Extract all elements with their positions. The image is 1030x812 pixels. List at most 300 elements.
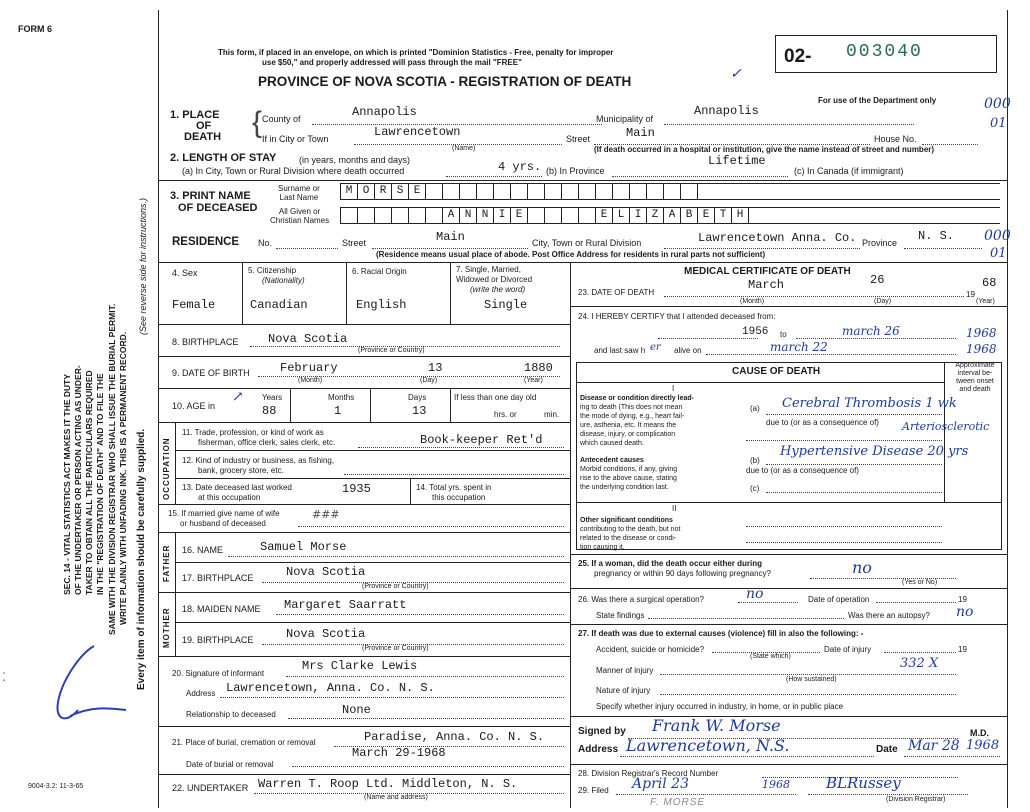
registration-number-box (775, 35, 997, 73)
residence-street-value: Main (436, 230, 465, 244)
disease-label-2: ing to death (This does not mean (580, 404, 683, 411)
disease-label-4: ure, asthenia, etc. It means the (580, 422, 677, 429)
due-to-b: due to (or as a consequence of) (746, 466, 859, 475)
date-injury-line (884, 652, 956, 653)
cause-b-line (766, 464, 942, 465)
spouse-label-1: 15. If married give name of wife (168, 509, 280, 518)
surname-letter-cell (596, 184, 613, 199)
total-label-1: 14. Total yrs. spent in (416, 483, 492, 492)
rule-20 (158, 656, 570, 657)
statute-line-4: IN THE "REGISTRATION OF DEATH" AND TO FILE THE (95, 373, 105, 595)
form-code: 9004-3.2: 11-3-65 (28, 783, 84, 790)
marital-label (456, 265, 532, 295)
occupation-side-label: OCCUPATION (162, 437, 171, 500)
attended-to-year: 1968 (966, 326, 997, 340)
other-label-2: contributing to the death, but not (580, 526, 681, 533)
informant-address-line (220, 697, 564, 698)
street-label: Street (566, 134, 591, 144)
surgery-line (738, 602, 798, 603)
other-line-1 (746, 526, 942, 527)
sex-value: Female (172, 298, 216, 312)
surname-letter-cell: S (392, 184, 409, 199)
deceased-label (170, 190, 257, 214)
father-birthplace-label: 17. BIRTHPLACE (182, 573, 254, 583)
divider-4-5 (242, 262, 243, 324)
age-months-value: 1 (334, 404, 342, 418)
relationship-value: None (342, 703, 371, 717)
attended-to-line (796, 338, 956, 339)
last-worked-label-2: at this occupation (198, 493, 261, 502)
surname-label (278, 184, 320, 202)
dept-code-b: 01 (990, 116, 1007, 131)
roman-one: I (672, 384, 675, 393)
given-name-letter-cell (392, 208, 409, 223)
surname-grid (340, 183, 1000, 200)
state-findings-line (648, 618, 844, 619)
given-name-letter-cell: L (613, 208, 630, 223)
informant-address-label: Address (186, 689, 216, 698)
house-label: House No. (874, 134, 917, 144)
injury-code-value: 332 X (900, 656, 939, 671)
death-year: 68 (982, 276, 997, 290)
place-label-3: DEATH (184, 131, 222, 143)
other-label-1: Other significant conditions (580, 517, 673, 524)
state-which-note: (State which) (750, 653, 791, 660)
death-year-note: (Year) (976, 298, 995, 305)
given-names-grid (340, 207, 1000, 224)
rule-17 (175, 562, 570, 563)
envelope-notice-2: use $50," and properly addressed will pass through the mail "FREE" (262, 58, 522, 67)
rule-9 (158, 356, 570, 357)
stay-c-label: (c) In Canada (if immigrant) (794, 166, 904, 176)
rule-main-top (158, 262, 1007, 263)
disease-label-3: the mode of dying, e.g., heart fail- (580, 413, 685, 420)
pregnancy-value: no (852, 558, 872, 577)
cause-b-note: Arteriosclerotic (902, 420, 990, 433)
signature-mark-icon (22, 640, 132, 740)
interval-heading-4: and death (959, 386, 991, 393)
dob-month: February (280, 361, 338, 375)
filed-year-value: 1968 (762, 778, 790, 791)
hospital-note: (If death occurred in a hospital or institution, give the name instead of street and number) (594, 145, 935, 154)
trade-label (182, 428, 335, 448)
birthplace-value: Nova Scotia (268, 332, 348, 346)
form-label: FORM 6 (18, 24, 53, 34)
doctor-address-label: Address (578, 744, 619, 755)
dob-label: 9. DATE OF BIRTH (172, 368, 250, 378)
trade-value: Book-keeper Ret'd (420, 433, 543, 447)
interval-heading-1: Approximate (955, 362, 995, 369)
given-name-letter-cell (341, 208, 358, 223)
given-name-letter-cell: B (681, 208, 698, 223)
deceased-label-1: 3. PRINT NAME (170, 190, 251, 202)
given-name-letter-cell: I (494, 208, 511, 223)
doctor-address-line (620, 756, 874, 757)
red-tick-mark: ⁚ (2, 670, 6, 684)
trade-line (358, 447, 564, 448)
last-worked-label (182, 483, 292, 503)
undertaker-label: 22. UNDERTAKER (172, 783, 249, 793)
sex-label: 4. Sex (172, 268, 198, 278)
given-name-letter-cell: E (698, 208, 715, 223)
residence-no-label: No. (258, 238, 273, 248)
md-label: M.D. (970, 728, 989, 738)
death-century: 19 (966, 290, 975, 299)
city-label: If in City or Town (262, 134, 329, 144)
surname-letter-cell (528, 184, 545, 199)
cause-a-value: Cerebral Thrombosis 1 wk (782, 396, 957, 411)
due-to-a-line (746, 440, 942, 441)
disease-label-6: which caused death. (580, 440, 644, 447)
dob-year: 1880 (524, 361, 553, 375)
attended-from-line (658, 338, 758, 339)
cause-c-label: (c) (750, 484, 760, 493)
stay-unit-note: (in years, months and days) (299, 155, 411, 165)
stay-a-value: 4 yrs. (498, 160, 542, 174)
undertaker-note: (Name and address) (364, 794, 428, 801)
accident-label: Accident, suicide or homicide? (596, 645, 705, 654)
surname-letter-cell (613, 184, 630, 199)
last-saw-her: er (650, 342, 661, 353)
place-label-2: OF (196, 120, 212, 132)
registrar-line (808, 794, 968, 795)
age-years-value: 88 (262, 404, 277, 418)
surname-letter-cell: R (375, 184, 392, 199)
age-years-label: Years (262, 393, 283, 402)
to-label: to (780, 330, 787, 339)
cause-a-label: (a) (750, 404, 760, 413)
manner-line (660, 674, 956, 675)
industry-line (344, 474, 564, 475)
rule-22 (158, 774, 570, 775)
reg-prefix: 02- (784, 46, 812, 67)
how-sustained-note: (How sustained) (786, 676, 837, 683)
age-div-3 (450, 388, 451, 422)
rule-15 (158, 504, 570, 505)
disease-label (580, 394, 694, 448)
reg-number: 003040 (846, 42, 923, 62)
residence-city-value: Lawrencetown Anna. Co. (698, 231, 857, 245)
surname-letter-cell: O (358, 184, 375, 199)
occupation-bar (175, 422, 176, 504)
disease-label-5: disease, injury, or complication (580, 431, 676, 438)
given-name-letter-cell: Z (647, 208, 664, 223)
spouse-label-2: or husband of deceased (180, 519, 266, 528)
maiden-name-line (276, 614, 564, 615)
surname-letter-cell (545, 184, 562, 199)
cause-b-value: Hypertensive Disease 20 yrs (780, 444, 969, 459)
stay-a-label: (a) In City, Town or Rural Division where death occurred (182, 166, 405, 176)
sign-year-value: 1968 (966, 738, 1000, 753)
statute-line-1: SEC. 14 - VITAL STATISTICS ACT MAKES IT THE DUTY (62, 373, 72, 595)
burial-place-value: Paradise, Anna. Co. N. S. (364, 730, 545, 744)
record-number-label: 28. Division Registrar's Record Number (578, 769, 719, 778)
county-label: County of (262, 114, 301, 124)
statute-line-5: SAME WITH THE DIVISION REGISTRAR WHO SHALL ISSUE THE BURIAL PERMIT. (107, 303, 117, 635)
disease-label-1: Disease or condition directly lead- (580, 395, 694, 402)
operation-century: 19 (958, 595, 967, 604)
given-name-letter-cell: A (443, 208, 460, 223)
relationship-line (288, 718, 564, 719)
death-date-line (664, 296, 964, 297)
place-label (170, 110, 221, 143)
state-findings-label: State findings (596, 611, 645, 620)
cause-heading: CAUSE OF DEATH (732, 366, 821, 377)
interval-heading-3: tween onset (956, 378, 994, 385)
informant-line (286, 676, 564, 677)
cause-heading-rule (576, 382, 944, 383)
envelope-notice-1: This form, if placed in an envelope, on which is printed "Dominion Statistics - Free, penalty for improper (218, 48, 614, 57)
rule-11 (158, 422, 570, 423)
divider-5-6 (346, 262, 347, 324)
maiden-name-value: Margaret Saarratt (284, 598, 407, 612)
relationship-label: Relationship to deceased (186, 710, 276, 719)
given-name-letter-cell: T (715, 208, 732, 223)
rule-19 (175, 622, 570, 623)
given-name-letter-cell (375, 208, 392, 223)
filed-line (616, 794, 796, 795)
citizenship-value: Canadian (250, 298, 308, 312)
racial-label: 6. Racial Origin (352, 267, 407, 276)
footer-name: F. MORSE (650, 797, 706, 808)
given-name-letter-cell (528, 208, 545, 223)
surname-letter-cell (460, 184, 477, 199)
residence-province-line (904, 248, 982, 249)
burial-place-label: 21. Place of burial, cremation or removal (172, 738, 316, 747)
surname-letter-cell (477, 184, 494, 199)
form-title: PROVINCE OF NOVA SCOTIA - REGISTRATION OF DEATH (258, 74, 632, 89)
cause-a-line (766, 414, 942, 415)
certify-label: 24. I HEREBY CERTIFY that I attended deceased from: (578, 312, 776, 321)
dob-day-note: (Day) (420, 377, 438, 384)
reverse-note: (See reverse side for instructions.) (138, 197, 148, 335)
stay-b-value: Lifetime (708, 154, 766, 168)
given-name-letter-cell: E (511, 208, 528, 223)
nature-label: Nature of injury (596, 686, 651, 695)
given-name-letter-cell: E (596, 208, 613, 223)
antecedent-label-1: Antecedent causes (580, 457, 644, 464)
other-conditions-rule (576, 502, 1002, 503)
main-right-border (1007, 10, 1008, 808)
death-month: March (748, 278, 785, 292)
signed-value: Frank W. Morse (652, 716, 781, 735)
filed-label: 29. Filed (578, 786, 609, 795)
residence-no-line (276, 248, 338, 249)
date-operation-line (876, 602, 956, 603)
residence-province-value: N. S. (918, 229, 955, 243)
given-label (270, 207, 329, 225)
rule-8 (158, 324, 570, 325)
alive-line (706, 354, 956, 355)
age-div-1 (290, 388, 291, 422)
sign-date-label: Date (876, 744, 898, 755)
surname-label-1: Surname or (278, 184, 320, 193)
surname-letter-cell (647, 184, 664, 199)
dob-month-note: (Month) (298, 377, 323, 384)
rule-26 (570, 588, 1007, 589)
mother-birthplace-note: (Province or Country) (362, 645, 429, 652)
name-note: (Name) (452, 145, 476, 152)
industry-label (182, 456, 334, 476)
divider-6-7 (450, 262, 451, 324)
antecedent-label-2: Morbid conditions, if any, giving (580, 466, 678, 473)
burial-date-line (292, 766, 564, 767)
stay-a-line (446, 176, 542, 177)
surname-letter-cell (664, 184, 681, 199)
municipality-line (664, 124, 914, 125)
date-operation-label: Date of operation (808, 595, 870, 604)
residence-city-line (664, 248, 860, 249)
column-divider (570, 262, 571, 808)
dept-code-d: 01 (990, 246, 1007, 261)
injury-century: 19 (958, 645, 967, 654)
age-label: 10. AGE in (172, 401, 216, 411)
attended-to-date: march 26 (842, 324, 900, 338)
rule-16 (158, 532, 570, 533)
trade-label-1: 11. Trade, profession, or kind of work as (182, 428, 324, 437)
pregnancy-label (578, 559, 771, 579)
residence-province-label: Province (862, 238, 898, 248)
surname-letter-cell: E (409, 184, 426, 199)
rule-27 (570, 624, 1007, 625)
given-name-letter-cell (545, 208, 562, 223)
informant-address-value: Lawrencetown, Anna. Co. N. S. (226, 681, 435, 695)
city-value: Lawrencetown (374, 125, 461, 139)
statute-line-2: OF THE UNDERTAKER OR PERSON ACTING AS UNDER- (73, 365, 83, 595)
sign-date-line (904, 756, 1000, 757)
surname-letter-cell (494, 184, 511, 199)
surgery-label: 26. Was there a surgical operation? (578, 595, 704, 604)
surname-letter-cell (562, 184, 579, 199)
father-name-line (228, 556, 564, 557)
date-injury-label: Date of injury (824, 645, 872, 654)
alive-date: march 22 (770, 340, 828, 354)
death-month-note: (Month) (740, 298, 765, 305)
dept-code-c: 000 (984, 228, 1011, 244)
specify-label: Specify whether injury occurred in industry, in home, or in public place (596, 702, 844, 711)
attended-from-value: 1956 (742, 326, 769, 338)
given-name-letter-cell: N (477, 208, 494, 223)
maiden-name-label: 18. MAIDEN NAME (182, 604, 261, 614)
filed-date-value: April 23 (632, 776, 689, 792)
surname-label-2: Last Name (279, 193, 319, 202)
given-name-letter-cell (426, 208, 443, 223)
age-less-label: If less than one day old (454, 393, 537, 402)
marital-label-2: Widowed or Divorced (456, 275, 533, 284)
deceased-label-2: OF DECEASED (178, 202, 258, 214)
death-day-note: (Day) (874, 298, 892, 305)
check-mark: ✓ (730, 66, 742, 82)
yes-no-note: (Yes or No) (902, 579, 938, 586)
given-name-letter-cell (358, 208, 375, 223)
mother-side-label: MOTHER (162, 607, 171, 648)
residence-note: (Residence means usual place of abode. Post Office Address for residents in rural parts not sufficient) (376, 250, 766, 259)
roman-two: II (672, 504, 677, 513)
industry-label-1: 12. Kind of industry or business, as fishing, (182, 456, 335, 465)
county-value: Annapolis (352, 105, 417, 119)
birthplace-label: 8. BIRTHPLACE (172, 337, 239, 347)
registrar-signature: BLRussey (826, 774, 901, 792)
rule-name-top (158, 180, 1007, 181)
age-days-label: Days (408, 393, 427, 402)
surname-letter-cell (681, 184, 698, 199)
given-name-letter-cell: A (664, 208, 681, 223)
residence-street-line (372, 248, 528, 249)
death-day: 26 (870, 273, 885, 287)
instructions-note: Every item of information should be carefully supplied. (136, 428, 147, 690)
father-birthplace-value: Nova Scotia (286, 565, 366, 579)
mother-bar (175, 592, 176, 656)
age-div-2 (370, 388, 371, 422)
given-name-letter-cell (409, 208, 426, 223)
manner-label: Manner of injury (596, 666, 654, 675)
municipality-value: Annapolis (694, 104, 759, 118)
citizenship-label-2: (Nationality) (262, 276, 305, 285)
cause-c-line (766, 492, 942, 493)
marital-label-1: 7. Single, Married, (456, 265, 521, 274)
industry-label-2: bank, grocery store, etc. (198, 466, 284, 475)
age-min-label: min. (544, 410, 560, 419)
given-name-letter-cell: H (732, 208, 749, 223)
surname-letter-cell (426, 184, 443, 199)
place-brace: { (252, 106, 263, 139)
pregnancy-label-1: 25. If a woman, did the death occur either during (578, 559, 763, 568)
antecedent-label-4: the underlying condition last. (580, 484, 669, 491)
surname-letter-cell (579, 184, 596, 199)
interval-heading (948, 362, 1002, 394)
other-label-4: tion causing it. (580, 544, 625, 551)
surname-letter-cell (443, 184, 460, 199)
residence-city-label: City, Town or Rural Division (532, 238, 642, 248)
total-years-label (416, 483, 491, 503)
father-side-label: FATHER (162, 544, 171, 582)
rule-21 (158, 726, 570, 727)
marital-label-3: (write the word) (470, 285, 526, 294)
interval-heading-2: interval be- (957, 370, 993, 377)
surname-letter-cell: M (341, 184, 358, 199)
nature-line (660, 694, 956, 695)
autopsy-label: Was there an autopsy? (848, 611, 930, 620)
age-days-value: 13 (412, 404, 427, 418)
given-name-letter-cell (562, 208, 579, 223)
last-worked-label-1: 13. Date deceased last worked (182, 483, 292, 492)
undertaker-value: Warren T. Roop Ltd. Middleton, N. S. (258, 777, 518, 791)
divider-13-14 (410, 478, 411, 504)
given-name-letter-cell (579, 208, 596, 223)
other-label-3: related to the disease or condi- (580, 535, 677, 542)
medical-heading: MEDICAL CERTIFICATE OF DEATH (684, 266, 851, 277)
trade-label-2: fisherman, office clerk, sales clerk, etc. (198, 438, 336, 447)
statute-line-3: TAKER TO OBTAIN ALL THE PARTICULARS REQUIRED (84, 370, 94, 595)
registrar-note: (Division Registrar) (886, 796, 946, 803)
spouse-value: ### (312, 508, 340, 521)
alive-label: alive on (674, 346, 702, 355)
father-name-value: Samuel Morse (260, 540, 347, 554)
other-line-2 (746, 542, 942, 543)
burial-date-label: Date of burial or removal (186, 760, 274, 769)
citizenship-label (248, 266, 305, 286)
age-years-arrow-icon: ↗ (232, 389, 244, 405)
street-value: Main (626, 126, 655, 140)
informant-label: 20. Signature of informant (172, 669, 265, 678)
rule-25 (570, 554, 1007, 555)
signed-label: Signed by (578, 726, 626, 737)
alive-year: 1968 (966, 342, 997, 356)
surname-letter-cell (630, 184, 647, 199)
dob-day: 13 (428, 361, 443, 375)
sign-date-value: Mar 28 (908, 738, 960, 754)
father-name-label: 16. NAME (182, 545, 224, 555)
